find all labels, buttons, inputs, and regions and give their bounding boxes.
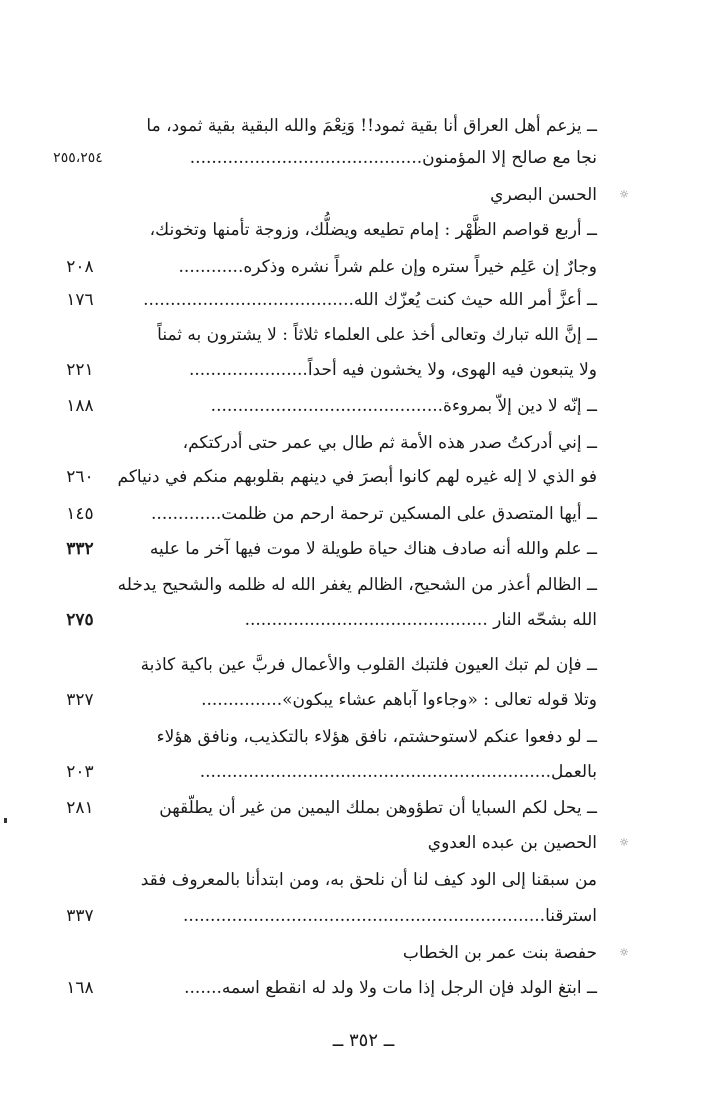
index-line: ــ أربع قواصم الظَّهْر : إمام تطيعه ويضلُّك، وزوجة تأمنها وتخونك، xyxy=(149,220,597,240)
page-reference: ١٨٨ xyxy=(66,396,94,416)
index-line: الله بشحّه النار ............................................. ٢٧٥ xyxy=(40,605,597,635)
index-line: ــ إنّه لا دين إلاّ بمروءة........................................... ١٨٨ xyxy=(40,391,597,421)
page-reference: ١٦٨ xyxy=(66,978,94,998)
index-line: ــ إني أدركتُ صدر هذه الأمة ثم طال بي عمر حتى أدركتكم، xyxy=(182,433,597,453)
page-reference: ٢٧٥ xyxy=(66,610,94,630)
index-line: ــ فإن لم تبك العيون فلتبك القلوب والأعمال فربَّ عين باكية كاذبة xyxy=(140,655,597,675)
index-line: استرقنا................................................................... ٣٣٧ xyxy=(40,901,597,931)
page-reference: ١٧٦ xyxy=(66,290,94,310)
page-reference: ٣٣٧ xyxy=(66,906,94,926)
page-reference: ٢٠٣ xyxy=(66,762,94,782)
index-line: ــ أيها المتصدق على المسكين ترحمة ارحم من ظلمت............. ١٤٥ xyxy=(40,499,597,529)
entry-marker-icon: ☼ xyxy=(619,188,629,201)
index-line: وجارٌ إن عَلِم خيراً ستره وإن علم شراً نشره وذكره............ ٢٠٨ xyxy=(40,252,597,282)
index-line: ولا يتبعون فيه الهوى، ولا يخشون فيه أحداً...................... ٢٢١ xyxy=(40,355,597,385)
index-line: ــ لو دفعوا عنكم لاستوحشتم، نافق هؤلاء بالتكذيب، ونافق هؤلاء xyxy=(156,727,597,747)
page-reference: ٢٢١ xyxy=(66,360,94,380)
page-reference: ٢٠٨ xyxy=(66,257,94,277)
page-reference: ٣٣٢ xyxy=(66,539,94,559)
index-line: وتلا قوله تعالى : «وجاءوا آباهم عشاء يبكون»............... ٣٢٧ xyxy=(40,685,597,715)
index-line: ــ يزعم أهل العراق أنا بقية ثمود!! وَنِعْمَ والله البقية بقية ثمود، ما xyxy=(146,116,597,136)
page-reference: ١٤٥ xyxy=(66,504,94,524)
index-line: ــ الظالم أعذر من الشحيح، الظالم يغفر الله له ظلمه والشحيح يدخله xyxy=(117,575,597,595)
page-reference: ٢٦٠ xyxy=(66,467,94,487)
index-line: ــ إنَّ الله تبارك وتعالى أخذ على العلماء ثلاثاً : لا يشترون به ثمناً xyxy=(157,325,597,345)
page-number: ــ ٣٥٢ ــ xyxy=(332,1030,395,1051)
entry-marker-icon: ☼ xyxy=(619,946,629,959)
index-line: بالعمل................................................................. ٢٠٣ xyxy=(40,757,597,787)
page-reference: ٢٥٥،٢٥٤ xyxy=(53,150,103,166)
index-line: نجا مع صالح إلا المؤمنون........................................... ٢٥٥،٢٥٤ xyxy=(40,143,597,173)
person-heading: الحصين بن عبده العدوي xyxy=(427,833,597,853)
index-line: من سبقنا إلى الود كيف لنا أن نلحق به، ومن ابتدأنا بالمعروف فقد xyxy=(140,870,597,890)
page-reference: ٣٢٧ xyxy=(66,690,94,710)
entry-marker-icon: ☼ xyxy=(619,836,629,849)
index-line: ــ أعزَّ أمر الله حيث كنت يُعزّك الله....................................... ١٧٦ xyxy=(40,285,597,315)
page-reference: ٢٨١ xyxy=(66,798,94,818)
index-line: ــ علم والله أنه صادف هناك حياة طويلة لا موت فيها آخر ما عليه ٣٣٢ xyxy=(40,534,597,564)
index-line: ــ ابتغ الولد فإن الرجل إذا مات ولا ولد له انقطع اسمه....... ١٦٨ xyxy=(40,973,597,1003)
person-heading: حفصة بنت عمر بن الخطاب xyxy=(402,943,597,963)
index-line: فو الذي لا إله غيره لهم كانوا أبصرَ في دينهم بقلوبهم منكم في دنياكم ٢٦٠ xyxy=(40,462,597,492)
person-heading: الحسن البصري xyxy=(490,185,597,205)
scan-mark xyxy=(4,818,7,823)
index-line: ــ يحل لكم السبايا أن تطؤوهن بملك اليمين من غير أن يطلّقهن ٢٨١ xyxy=(40,793,597,823)
